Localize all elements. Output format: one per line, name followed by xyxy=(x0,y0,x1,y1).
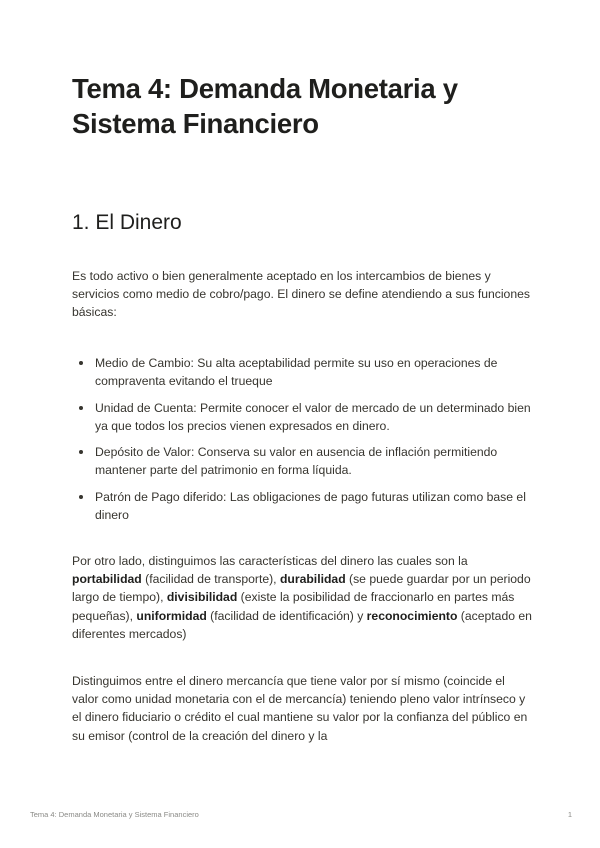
bold-term-portabilidad: portabilidad xyxy=(72,572,142,587)
functions-list xyxy=(72,354,534,532)
bullet-icon xyxy=(79,450,83,454)
list-item-text: Unidad de Cuenta: Permite conocer el valor de mercado de un determinado bien ya que todos los precios vienen expresados en dinero. xyxy=(95,400,531,433)
closing-paragraph: Distinguimos entre el dinero mercancía que tiene valor por sí mismo (coincide el valor como unidad monetaria con el de mercancía) teniendo pleno valor intrínseco y el dinero fiduciario o crédito el cual mantiene su valor por la confianza del público en su emisor (control de la creación del dinero y la xyxy=(72,674,528,743)
bold-term-durabilidad: durabilidad xyxy=(279,572,346,587)
page-footer xyxy=(30,810,572,819)
bold-term-uniformidad: uniformidad xyxy=(136,608,207,623)
bullet-icon xyxy=(79,495,83,499)
text-run: (se puede guardar por un periodo largo de tiempo), xyxy=(72,572,531,605)
list-item xyxy=(72,488,534,524)
intro-paragraph: Es todo activo o bien generalmente aceptado en los intercambios de bienes y servicios como medio de cobro/pago. El dinero se define atendiendo a sus funciones básicas: xyxy=(72,269,530,320)
text-run: Por otro lado, distinguimos las características del dinero las cuales son la xyxy=(72,554,468,568)
bullet-icon xyxy=(79,361,83,365)
characteristics-paragraph xyxy=(72,552,534,643)
bullet-icon xyxy=(79,406,83,410)
list-item xyxy=(72,399,534,435)
list-item-text: Patrón de Pago diferido: Las obligaciones de pago futuras utilizan como base el dinero xyxy=(95,489,526,522)
bold-term-divisibilidad: divisibilidad xyxy=(166,590,238,605)
page-title: Tema 4: Demanda Monetaria y Sistema Financiero xyxy=(72,73,458,139)
list-item-text: Medio de Cambio: Su alta aceptabilidad permite su uso en operaciones de compraventa evitando el trueque xyxy=(95,356,498,388)
list-item xyxy=(72,354,534,390)
list-item xyxy=(72,443,534,479)
list-item-text: Depósito de Valor: Conserva su valor en ausencia de inflación permitiendo mantener parte del patrimonio en forma líquida. xyxy=(95,445,498,477)
text-run: (existe la posibilidad de fraccionarlo en partes más pequeñas), xyxy=(72,590,515,623)
text-run: (facilidad de transporte), xyxy=(141,572,280,587)
section-heading: 1. El Dinero xyxy=(72,211,182,234)
footer-label: Tema 4: Demanda Monetaria y Sistema Financiero xyxy=(30,810,199,819)
page-number: 1 xyxy=(567,810,572,819)
text-run: (facilidad de identificación) y xyxy=(206,608,367,623)
bold-term-reconocimiento: reconocimiento xyxy=(366,608,458,623)
text-run: (aceptado en diferentes mercados) xyxy=(72,608,532,641)
